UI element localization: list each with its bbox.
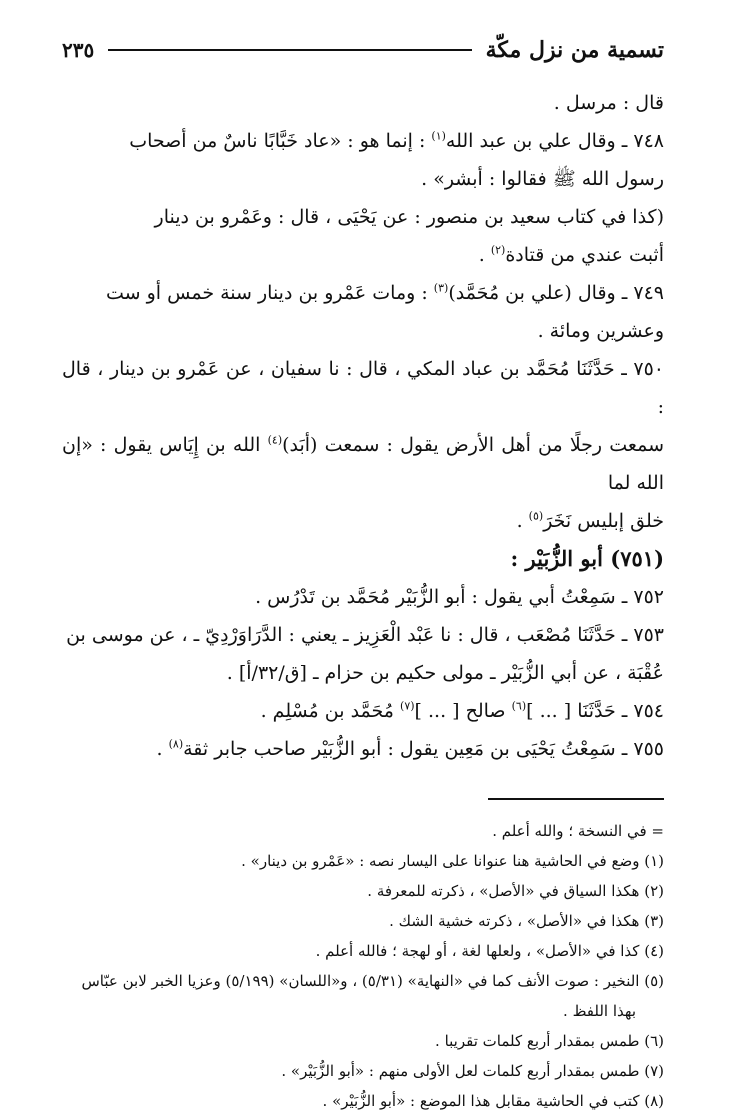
footnote-separator bbox=[488, 798, 664, 800]
text-line: وعشرين ومائة . bbox=[537, 320, 664, 342]
text-line: عُقْبَة ، عن أبي الزُّبَيْر ـ مولى حكيم بن حزام ـ [ق/٣٢/أ] . bbox=[226, 662, 664, 684]
text-line: ٧٥٤ ـ حَدَّثَنَا [ ... ]$^{(٦)}$ صالح [ ... ]$^{(٧)}$ مُحَمَّد بن مُسْلِم . bbox=[260, 699, 664, 722]
text-line: أثبت عندي من قتادة$^{(٢)}$ . bbox=[478, 243, 664, 266]
text-line: رسول الله ﷺ فقالوا : أبشر» . bbox=[421, 168, 664, 190]
footnote: (٦) طمس بمقدار أربع كلمات تقريبا . bbox=[435, 1032, 664, 1050]
footnote: (٤) كذا في «الأصل» ، ولعلها لغة ، أو لهجة ؛ فالله أعلم . bbox=[315, 942, 664, 960]
header-rule bbox=[108, 49, 471, 51]
text-line: سمعت رجلًا من أهل الأرض يقول : سمعت (أبَد)$^{(٤)}$ الله بن إِيَاس يقول : «إن الله لما bbox=[62, 433, 664, 494]
footnote-ref: (٤) bbox=[267, 433, 283, 447]
footnotes bbox=[62, 816, 664, 1116]
footnote: (٨) كتب في الحاشية مقابل هذا الموضع : «أبو الزُّبَيْر» . bbox=[322, 1092, 664, 1110]
footnote: (٣) هكذا في «الأصل» ، ذكرته خشية الشك . bbox=[389, 912, 664, 930]
footnote-ref: (٦) bbox=[511, 699, 527, 713]
footnote-ref: (٨) bbox=[168, 737, 184, 751]
footnote-ref: (٢) bbox=[490, 243, 506, 257]
text-line: قال : مرسل . bbox=[553, 92, 664, 114]
text-line: ٧٤٨ ـ وقال علي بن عبد الله$^{(١)}$ : إنما هو : «عاد خَبَّابًا ناسٌ من أصحاب bbox=[129, 129, 664, 152]
footnote-ref: (١) bbox=[431, 129, 446, 143]
text-line: (كذا في كتاب سعيد بن منصور : عن يَحْيَى ، قال : وعَمْرو بن دينار bbox=[154, 206, 664, 228]
text-line: ٧٥٢ ـ سَمِعْتُ أبي يقول : أبو الزُّبَيْر مُحَمَّد بن تَدْرُس . bbox=[255, 586, 664, 608]
footnote: (٥) النخير : صوت الأنف كما في «النهاية» (٥/٣١) ، و«اللسان» (٥/١٩٩) وعزيا الخبر لابن عبّاس bbox=[81, 972, 664, 990]
text-line: ٧٥٠ ـ حَدَّثَنَا مُحَمَّد بن عباد المكي ، قال : نا سفيان ، عن عَمْرو بن دينار ، قال : bbox=[62, 358, 664, 418]
text-line: ٧٥٣ ـ حَدَّثَنَا مُصْعَب ، قال : نا عَبْد الْعَزِيز ـ يعني : الدَّرَاوَرْدِيّ ـ ، عن موسى بن bbox=[66, 624, 664, 646]
footnote: (١) وضع في الحاشية هنا عنوانا على اليسار نصه : «عَمْرو بن دينار» . bbox=[241, 852, 664, 870]
main-text bbox=[62, 84, 664, 768]
footnote-ref: (٣) bbox=[433, 281, 449, 295]
page-header bbox=[62, 30, 664, 70]
page-number: ٢٣٥ bbox=[62, 38, 95, 62]
footnote-ref: (٥) bbox=[528, 509, 544, 523]
footnote-continuation: بهذا اللفظ . bbox=[563, 1002, 636, 1020]
footnote-ref: (٧) bbox=[400, 699, 415, 713]
section-heading: (٧٥١) أبو الزُّبَيْر : bbox=[510, 546, 664, 571]
running-title: تسمية من نزل مكّة bbox=[485, 37, 664, 63]
footnote: = في النسخة ؛ والله أعلم . bbox=[492, 822, 664, 840]
text-line: ٧٤٩ ـ وقال (علي بن مُحَمَّد)$^{(٣)}$ : ومات عَمْرو بن دينار سنة خمس أو ست bbox=[106, 281, 664, 304]
text-line: ٧٥٥ ـ سَمِعْتُ يَحْيَى بن مَعِين يقول : أبو الزُّبَيْر صاحب جابر ثقة$^{(٨)}$ . bbox=[156, 737, 664, 760]
text-line: خلق إبليس نَخَرَ$^{(٥)}$ . bbox=[516, 509, 664, 532]
footnote: (٢) هكذا السياق في «الأصل» ، ذكرته للمعرفة . bbox=[367, 882, 664, 900]
footnote: (٧) طمس بمقدار أربع كلمات لعل الأولى منهم : «أبو الزُّبَيْر» . bbox=[281, 1062, 664, 1080]
